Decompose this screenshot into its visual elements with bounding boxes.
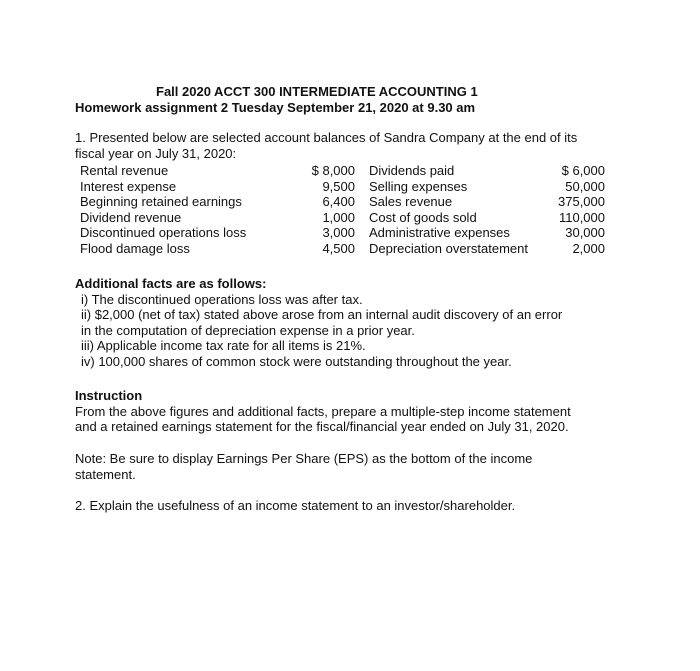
balance-row (80, 194, 610, 210)
fact-2-line-2: in the computation of depreciation expense in a prior year. (81, 322, 415, 338)
question-1-intro-line-1: 1. Presented below are selected account balances of Sandra Company at the end of its (75, 130, 578, 145)
balance-row (80, 163, 610, 179)
fact-2-line-1: ii) $2,000 (net of tax) stated above arose from an internal audit discovery of an error (81, 307, 563, 322)
fact-3: iii) Applicable income tax rate for all items is 21%. (81, 338, 366, 353)
instruction-title: Instruction (75, 388, 143, 403)
left-account-label: Rental revenue (80, 163, 169, 178)
left-account-value: $ 8,000 (311, 163, 355, 178)
assignment-title: Homework assignment 2 Tuesday September 21, 2020 at 9.30 am (75, 99, 476, 115)
right-account-label: Administrative expenses (369, 225, 510, 240)
left-account-label: Interest expense (80, 178, 177, 194)
instruction-section (75, 388, 645, 435)
fact-1: i) The discontinued operations loss was after tax. (81, 291, 363, 307)
right-account-label: Dividends paid (369, 163, 455, 178)
right-account-value: 2,000 (572, 240, 605, 256)
instruction-line-1: From the above figures and additional facts, prepare a multiple-step income statement (75, 403, 571, 419)
additional-facts-title: Additional facts are as follows: (75, 276, 267, 291)
additional-facts (75, 276, 645, 369)
left-account-value: 4,500 (322, 240, 355, 256)
balance-row (80, 225, 610, 241)
instruction-line-2: and a retained earnings statement for the fiscal/financial year ended on July 31, 2020. (75, 419, 569, 434)
note-line-1: Note: Be sure to display Earnings Per Share (EPS) as the bottom of the income (75, 451, 533, 466)
question-1-intro (75, 130, 635, 161)
right-account-label: Cost of goods sold (369, 209, 477, 225)
left-account-value: 9,500 (322, 178, 355, 194)
right-account-label: Sales revenue (369, 194, 453, 209)
left-account-value: 6,400 (322, 194, 355, 209)
left-account-value: 1,000 (322, 209, 355, 225)
right-account-value: 110,000 (558, 209, 605, 225)
course-title: Fall 2020 ACCT 300 INTERMEDIATE ACCOUNTING 1 (156, 84, 478, 99)
balance-row (80, 179, 610, 195)
fact-4: iv) 100,000 shares of common stock were outstanding throughout the year. (81, 353, 512, 369)
question-1-intro-line-2: fiscal year on July 31, 2020: (75, 145, 237, 161)
left-account-value: 3,000 (322, 225, 355, 240)
left-account-label: Flood damage loss (80, 240, 190, 256)
assignment-heading (75, 84, 635, 115)
note-section (75, 451, 645, 482)
right-account-value: 30,000 (565, 225, 605, 240)
left-account-label: Dividend revenue (80, 209, 182, 225)
right-account-label: Selling expenses (369, 178, 468, 194)
right-account-value: 50,000 (565, 178, 605, 194)
right-account-value: 375,000 (558, 194, 605, 209)
right-account-value: $ 6,000 (561, 163, 605, 178)
account-balances-table (80, 163, 610, 256)
right-account-label: Depreciation overstatement (369, 240, 528, 256)
question-2: 2. Explain the usefulness of an income statement to an investor/shareholder. (75, 498, 516, 513)
balance-row (80, 241, 610, 257)
left-account-label: Discontinued operations loss (80, 225, 247, 240)
balance-row (80, 210, 610, 226)
left-account-label: Beginning retained earnings (80, 194, 242, 209)
note-line-2: statement. (75, 466, 136, 482)
